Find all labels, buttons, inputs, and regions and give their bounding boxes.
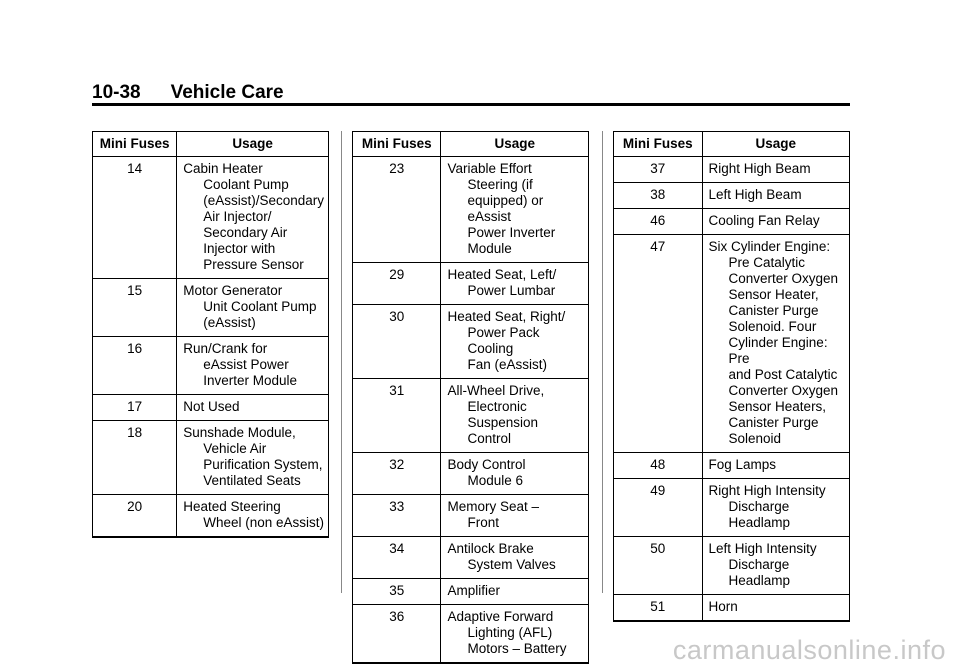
fuse-number: 47	[614, 235, 703, 453]
usage-line: Right High Intensity	[708, 483, 826, 498]
usage-line: Discharge	[728, 557, 790, 572]
table-row	[614, 183, 850, 209]
usage-header: Usage	[441, 132, 589, 157]
usage-line: and Post Catalytic	[728, 367, 838, 382]
mini-fuses-header: Mini Fuses	[93, 132, 177, 157]
usage-line: Fan (eAssist)	[467, 357, 548, 372]
fuse-usage	[441, 579, 589, 605]
usage-line: Module	[467, 241, 512, 256]
fuse-usage	[702, 537, 849, 595]
usage-line: Heated Seat, Right/	[447, 309, 566, 324]
usage-line: Heated Seat, Left/	[447, 267, 557, 282]
fuse-number: 20	[93, 495, 177, 538]
usage-line: Memory Seat –	[447, 499, 540, 514]
usage-line: Secondary Air	[203, 225, 288, 240]
usage-line: Motors – Battery	[467, 641, 567, 656]
usage-line: Pre Catalytic	[728, 255, 806, 270]
fuse-usage	[177, 495, 329, 538]
usage-line: Left High Beam	[708, 187, 802, 202]
usage-header: Usage	[702, 132, 849, 157]
usage-line: Sensor Heaters,	[728, 399, 827, 414]
usage-line: Antilock Brake	[447, 541, 534, 556]
table-row	[353, 263, 589, 305]
usage-line: Sensor Heater,	[728, 287, 819, 302]
page-header	[92, 82, 284, 104]
usage-line: Converter Oxygen	[728, 383, 839, 398]
usage-line: Fog Lamps	[708, 457, 777, 472]
usage-line: Solenoid	[728, 431, 782, 446]
usage-line: equipped) or eAssist	[467, 193, 544, 224]
usage-line: Unit Coolant Pump	[203, 299, 317, 314]
table-row	[93, 337, 329, 395]
usage-line: Power Pack Cooling	[467, 325, 540, 356]
fuse-number: 36	[353, 605, 441, 664]
usage-line: Steering (if	[467, 177, 533, 192]
usage-line: Suspension Control	[467, 415, 539, 446]
fuse-number: 49	[614, 479, 703, 537]
fuse-usage	[177, 337, 329, 395]
fuse-table-3	[613, 131, 850, 622]
fuse-usage	[177, 157, 329, 279]
usage-line: Air Injector/	[203, 209, 272, 224]
usage-line: Horn	[708, 599, 738, 614]
table-row	[353, 305, 589, 379]
table-row	[353, 579, 589, 605]
fuse-number: 29	[353, 263, 441, 305]
usage-line: Body Control	[447, 457, 526, 472]
usage-line: Injector with	[203, 241, 276, 256]
usage-line: Amplifier	[447, 583, 500, 598]
usage-line: Purification System,	[203, 457, 323, 472]
fuse-number: 18	[93, 421, 177, 495]
fuse-number: 16	[93, 337, 177, 395]
fuse-usage	[441, 605, 589, 664]
usage-line: Not Used	[183, 399, 240, 414]
section-title: Vehicle Care	[170, 82, 284, 103]
table-row	[353, 605, 589, 664]
fuse-number: 32	[353, 453, 441, 495]
usage-line: Cylinder Engine: Pre	[728, 335, 828, 366]
usage-line: Left High Intensity	[708, 541, 817, 556]
table-row	[93, 157, 329, 279]
fuse-number: 35	[353, 579, 441, 605]
fuse-number: 50	[614, 537, 703, 595]
usage-line: Wheel (non eAssist)	[203, 515, 324, 530]
usage-line: Canister Purge	[728, 415, 819, 430]
usage-line: Discharge	[728, 499, 790, 514]
fuse-number: 31	[353, 379, 441, 453]
column-divider	[602, 131, 603, 593]
fuse-usage	[441, 157, 589, 263]
fuse-number: 46	[614, 209, 703, 235]
header-rule	[92, 103, 850, 106]
fuse-number: 30	[353, 305, 441, 379]
table-row	[353, 537, 589, 579]
usage-line: Adaptive Forward	[447, 609, 554, 624]
usage-line: Variable Effort	[447, 161, 532, 176]
usage-line: Power Lumbar	[467, 283, 556, 298]
usage-line: eAssist Power	[203, 357, 289, 372]
table-row	[93, 395, 329, 421]
fuse-usage	[702, 157, 849, 183]
usage-line: Cooling Fan Relay	[708, 213, 820, 228]
fuse-number: 51	[614, 595, 703, 622]
usage-line: Sunshade Module,	[183, 425, 296, 440]
fuse-usage	[441, 305, 589, 379]
usage-line: Module 6	[467, 473, 524, 488]
usage-line: Headlamp	[728, 573, 791, 588]
usage-line: Coolant Pump	[203, 177, 289, 192]
usage-line: Inverter Module	[203, 373, 297, 388]
page-number: 10-38	[92, 82, 141, 103]
usage-line: System Valves	[467, 557, 556, 572]
usage-line: Front	[467, 515, 499, 530]
fuse-number: 14	[93, 157, 177, 279]
fuse-usage	[177, 421, 329, 495]
fuse-number: 38	[614, 183, 703, 209]
usage-line: Lighting (AFL)	[467, 625, 553, 640]
fuse-number: 37	[614, 157, 703, 183]
usage-line: Heated Steering	[183, 499, 281, 514]
table-row	[93, 279, 329, 337]
fuse-usage	[441, 453, 589, 495]
mini-fuses-header: Mini Fuses	[353, 132, 441, 157]
usage-line: Right High Beam	[708, 161, 811, 176]
fuse-table-1	[92, 131, 329, 538]
usage-line: Electronic	[467, 399, 527, 414]
table-row	[614, 537, 850, 595]
mini-fuses-header: Mini Fuses	[614, 132, 703, 157]
column-divider	[341, 131, 342, 593]
usage-line: Cabin Heater	[183, 161, 263, 176]
fuse-number: 23	[353, 157, 441, 263]
fuse-usage	[702, 183, 849, 209]
usage-line: (eAssist)/Secondary	[203, 193, 324, 208]
table-row	[353, 495, 589, 537]
table-row	[353, 157, 589, 263]
fuse-usage	[441, 537, 589, 579]
usage-line: All-Wheel Drive,	[447, 383, 545, 398]
usage-line: Motor Generator	[183, 283, 283, 298]
table-row	[93, 421, 329, 495]
fuse-number: 48	[614, 453, 703, 479]
fuse-usage	[177, 395, 329, 421]
fuse-table-2	[352, 131, 589, 664]
table-row	[353, 379, 589, 453]
watermark: carmanualsonline.info	[672, 635, 946, 665]
fuse-usage	[702, 235, 849, 453]
usage-line: Ventilated Seats	[203, 473, 301, 488]
usage-line: Solenoid. Four	[728, 319, 817, 334]
fuse-usage	[441, 379, 589, 453]
table-row	[614, 235, 850, 453]
table-row	[353, 453, 589, 495]
usage-line: Converter Oxygen	[728, 271, 839, 286]
fuse-number: 33	[353, 495, 441, 537]
usage-line: Headlamp	[728, 515, 791, 530]
table-row	[614, 479, 850, 537]
usage-line: Run/Crank for	[183, 341, 268, 356]
table-row	[93, 495, 329, 538]
fuse-number: 17	[93, 395, 177, 421]
fuse-usage	[702, 479, 849, 537]
fuse-usage	[702, 595, 849, 622]
usage-line: Canister Purge	[728, 303, 819, 318]
fuse-number: 34	[353, 537, 441, 579]
fuse-usage	[441, 495, 589, 537]
fuse-usage	[441, 263, 589, 305]
usage-line: Vehicle Air	[203, 441, 267, 456]
table-row	[614, 209, 850, 235]
usage-line: Six Cylinder Engine:	[708, 239, 831, 254]
usage-header: Usage	[177, 132, 329, 157]
usage-line: Pressure Sensor	[203, 257, 304, 272]
fuse-usage	[702, 209, 849, 235]
fuse-usage	[702, 453, 849, 479]
table-row	[614, 157, 850, 183]
usage-line: Power Inverter	[467, 225, 556, 240]
table-row	[614, 595, 850, 622]
fuse-usage	[177, 279, 329, 337]
fuse-number: 15	[93, 279, 177, 337]
usage-line: (eAssist)	[203, 315, 256, 330]
table-row	[614, 453, 850, 479]
